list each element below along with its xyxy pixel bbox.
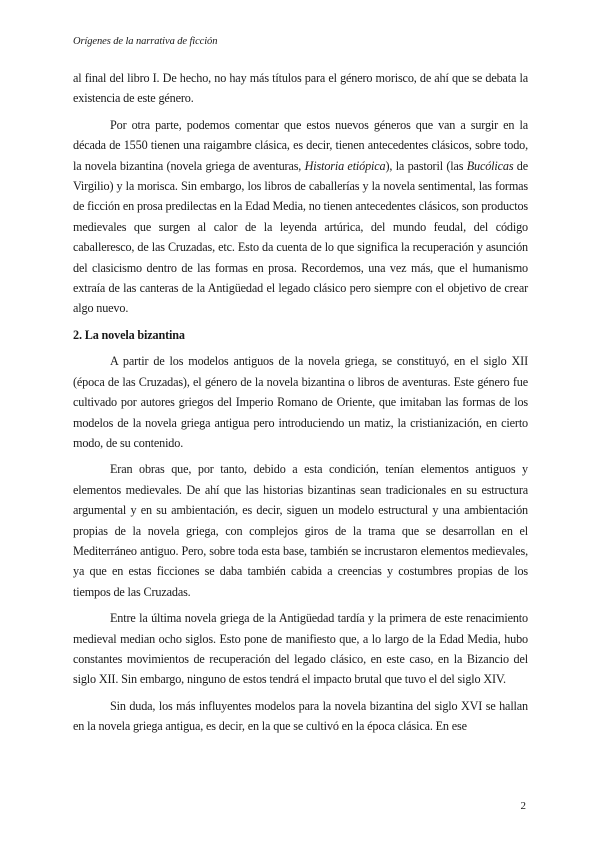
document-body (73, 68, 528, 743)
paragraph-text: Por otra parte, podemos comentar que estos nuevos géneros que van a surgir en la década de 1550 tienen una raigambre clásica, es decir, tienen antecedentes clásicos, sobre todo, la novela bizantina (novela griega de aventuras, (73, 117, 528, 173)
paragraph-eight-centuries: Entre la última novela griega de la Antigüedad tardía y la primera de este renacimiento medieval median ocho siglos. Esto pone de manifiesto que, a lo largo de la Edad Media, hubo constantes movimientos de recuperación del legado clásico, en este caso, en la Bizancio del siglo XII. Sin embargo, ninguno de estos tendrá el impacto brutal que tuvo el del siglo XIV. (73, 611, 528, 687)
italic-title-bucolicas: Bucólicas (466, 158, 514, 173)
section-heading: 2. La novela bizantina (73, 327, 185, 342)
paragraph-influential-models: Sin duda, los más influyentes modelos para la novela bizantina del siglo XVI se hallan en la novela griega antigua, es decir, en la que se cultivó en la época clásica. En ese (73, 698, 528, 734)
page-number: 2 (520, 800, 526, 812)
paragraph-continuation: al final del libro I. De hecho, no hay más títulos para el género morisco, de ahí que se debata la existencia de este género. (73, 71, 528, 106)
running-header: Orígenes de la narrativa de ficción (73, 36, 218, 47)
italic-title-historia-etiopica: Historia etiópica (304, 158, 386, 173)
paragraph-elements: Eran obras que, por tanto, debido a esta condición, tenían elementos antiguos y elementos medievales. De ahí que las historias bizantinas sean tradicionales en su estructura argumental y en su ambientación, es decir, siguen un modelo estructural y una ambientación propias de la novela griega, con complejos giros de la trama que se desarrollan en el Mediterráneo antiguo. Pero, sobre toda esta base, también se incrustaron elementos medievales, ya que en estas ficciones se daba también cabida a creencias y costumbres propias de los tiempos de las Cruzadas. (73, 462, 528, 599)
paragraph-text: de Virgilio) y la morisca. Sin embargo, los libros de caballerías y la novela sentimental, las formas de ficción en prosa predilectas en la Edad Media, no tienen antecedentes clásicos, son productos medievales que surgen al calor de la leyenda artúrica, del mundo feudal, del código caballeresco, de las Cruzadas, etc. Esto da cuenta de lo que significa la recuperación y asunción del clasicismo dentro de las formas en prosa. Recordemos, una vez más, que el humanismo extraía de las canteras de la Antigüedad el legado clásico pero siempre con el objetivo de crear algo nuevo. (73, 158, 529, 316)
paragraph-origins: A partir de los modelos antiguos de la novela griega, se constituyó, en el siglo XII (época de las Cruzadas), el género de la novela bizantina o libros de aventuras. Este género fue cultivado por autores griegos del Imperio Romano de Oriente, que imitaban las formas de los modelos de la novela griega antigua pero introduciendo un matiz, la cristianización, en cierto modo, de su contenido. (73, 354, 528, 450)
paragraph-text: ), la pastoril (las (385, 158, 467, 173)
paragraph-classical-roots (73, 115, 528, 319)
